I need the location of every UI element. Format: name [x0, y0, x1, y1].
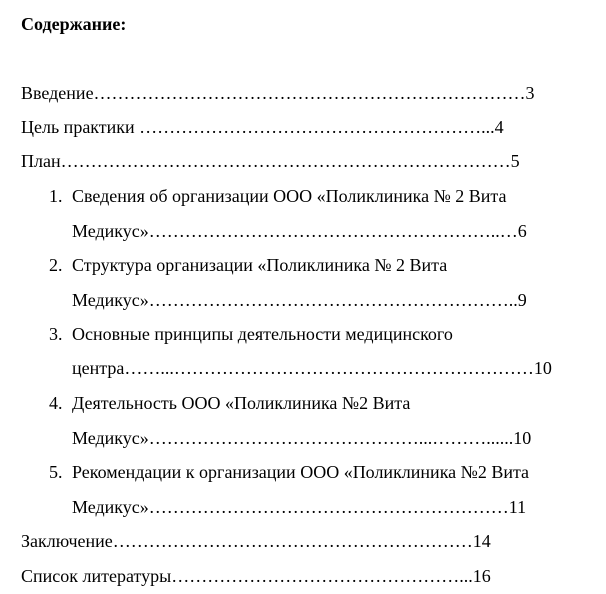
subentry-title-line1: Основные принципы деятельности медицинского: [72, 324, 453, 344]
subentry-title-line2: Медикус»……………………………………………………11: [72, 497, 527, 517]
subentry-number: 5.: [49, 462, 63, 482]
toc-entry-practice-goal: Цель практики …………………………………………………...4: [21, 117, 504, 137]
toc-entry-plan: План…………………………………………………………………5: [21, 151, 520, 171]
subentry-title-line1: Структура организации «Поликлиника № 2 Вита: [72, 255, 448, 275]
subentry-number: 1.: [49, 186, 63, 206]
toc-heading: Содержание:: [21, 14, 127, 34]
toc-entry-introduction: Введение………………………………………………………………3: [21, 83, 535, 103]
subentry-number: 3.: [49, 324, 63, 344]
subentry-title-line2: центра……...……………………………………………………10: [72, 358, 552, 378]
subentry-title-line2: Медикус»……………………………………………………..9: [72, 290, 527, 310]
subentry-number: 4.: [49, 393, 63, 413]
subentry-number: 2.: [49, 255, 63, 275]
subentry-title-line1: Деятельность ООО «Поликлиника №2 Вита: [72, 393, 411, 413]
subentry-title-line2: Медикус»…………………………………………………..…6: [72, 221, 527, 241]
subentry-title-line1: Рекомендации к организации ООО «Поликлиника №2 Вита: [72, 462, 530, 482]
toc-entry-references: Список литературы…………………………………………...16: [21, 566, 491, 586]
subentry-title-line1: Сведения об организации ООО «Поликлиника № 2 Вита: [72, 186, 507, 206]
toc-entry-conclusion: Заключение……………………………………………………14: [21, 531, 491, 551]
subentry-title-line2: Медикус»………………………………………...………......10: [72, 428, 532, 448]
